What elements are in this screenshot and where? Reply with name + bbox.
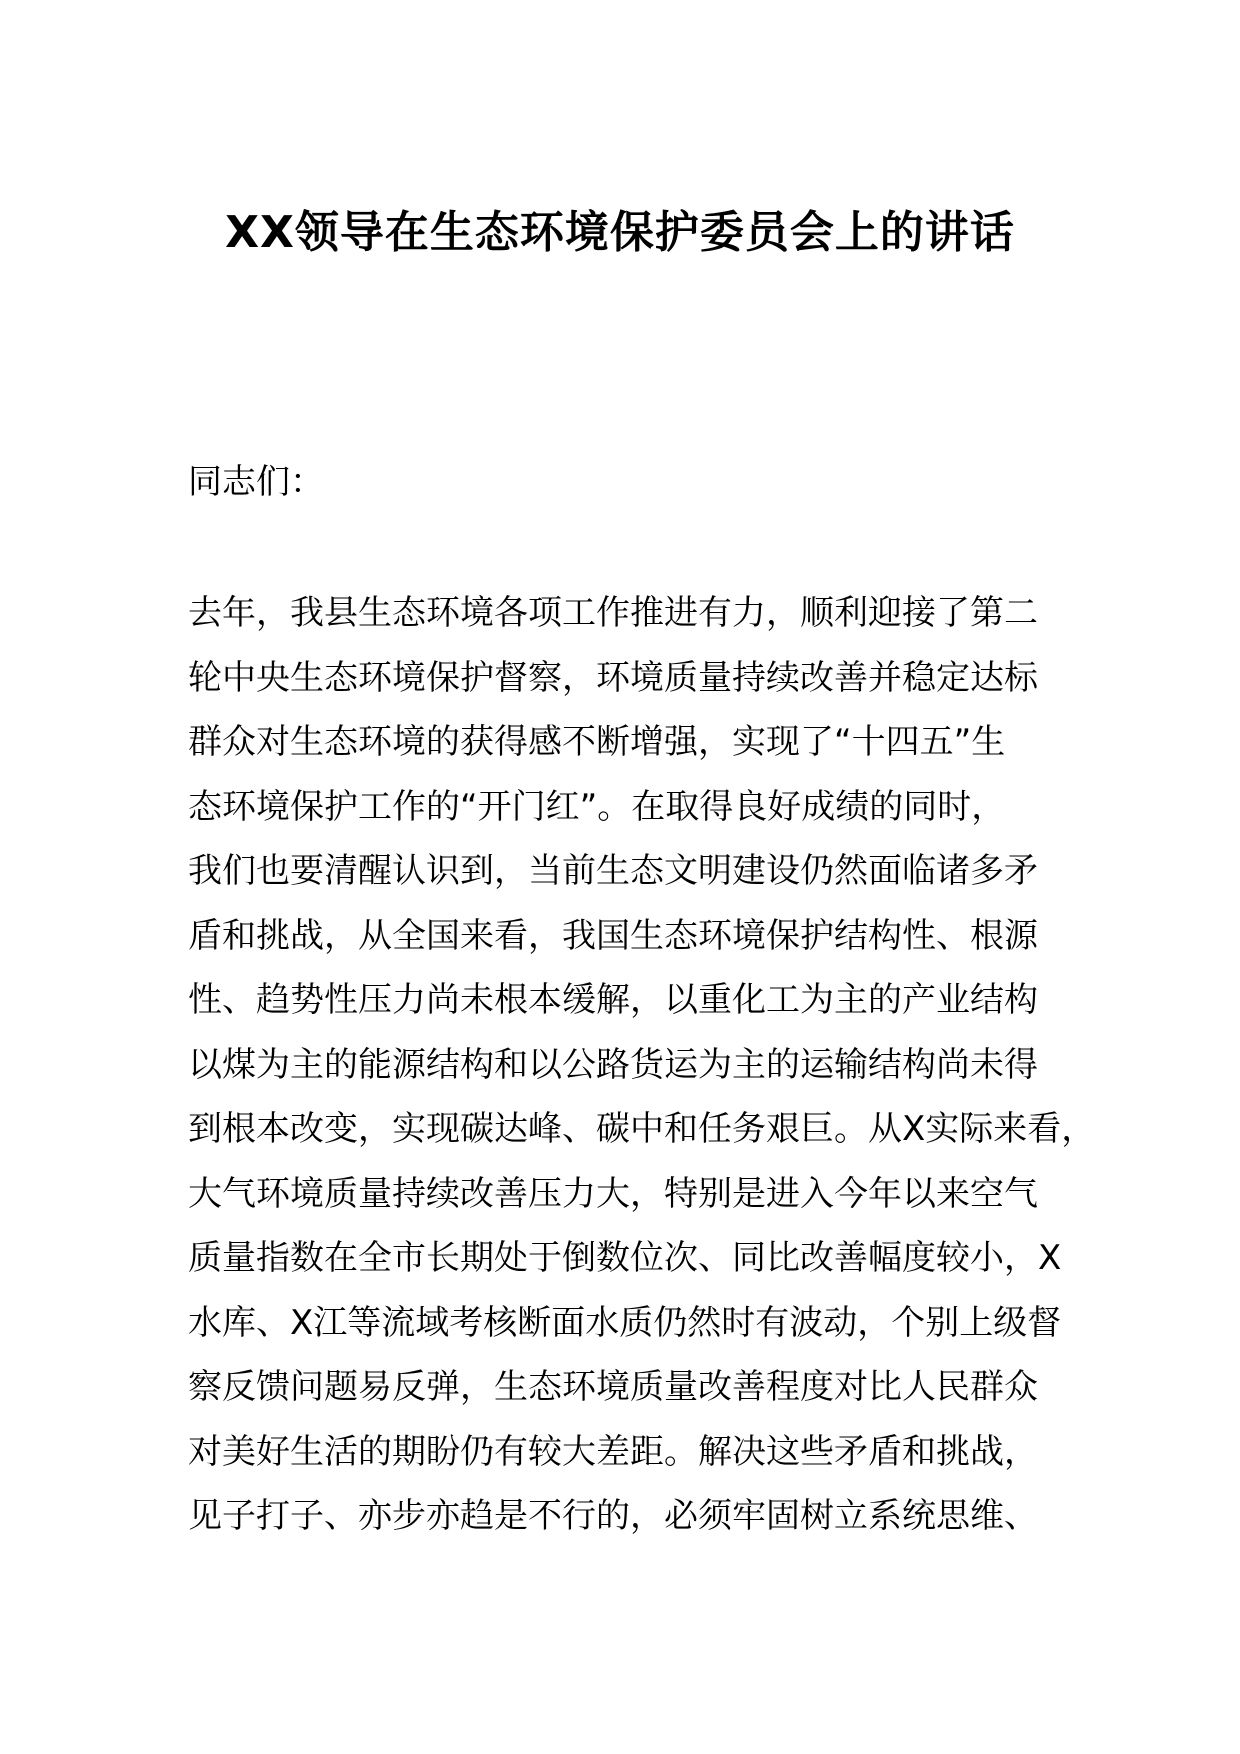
body-line: 见子打子、亦步亦趋是不行的，必须牢固树立系统思维、: [188, 1496, 1038, 1536]
body-line: 盾和挑战，从全国来看，我国生态环境保护结构性、根源: [188, 915, 1038, 956]
body-line: 以煤为主的能源结构和以公路货运为主的运输结构尚未得: [188, 1044, 1038, 1085]
body-line: 我们也要清醒认识到，当前生态文明建设仍然面临诸多矛: [188, 851, 1038, 891]
body-line: 态环境保护工作的“开门红”。在取得良好成绩的同时，: [188, 786, 1006, 827]
body-line: 水库、X江等流域考核断面水质仍然时有波动，个别上级督: [188, 1302, 1062, 1343]
body-text: [188, 590, 1096, 1558]
body-line: 轮中央生态环境保护督察，环境质量持续改善并稳定达标: [188, 657, 1038, 698]
body-line: 大气环境质量持续改善压力大，特别是进入今年以来空气: [188, 1173, 1038, 1214]
document-title: XX领导在生态环境保护委员会上的讲话: [225, 207, 1015, 258]
body-line: 察反馈问题易反弹，生态环境质量改善程度对比人民群众: [188, 1367, 1038, 1407]
body-line: 群众对生态环境的获得感不断增强，实现了“十四五”生: [188, 722, 1006, 762]
salutation: 同志们：: [188, 462, 324, 502]
body-line: 对美好生活的期盼仍有较大差距。解决这些矛盾和挑战，: [188, 1431, 1038, 1472]
body-line: 性、趋势性压力尚未根本缓解，以重化工为主的产业结构: [188, 980, 1038, 1020]
body-line: 到根本改变，实现碳达峰、碳中和任务艰巨。从X实际来看，: [188, 1109, 1096, 1149]
body-line: 去年，我县生态环境各项工作推进有力，顺利迎接了第二: [188, 593, 1038, 633]
body-line: 质量指数在全市长期处于倒数位次、同比改善幅度较小，X: [188, 1238, 1062, 1278]
